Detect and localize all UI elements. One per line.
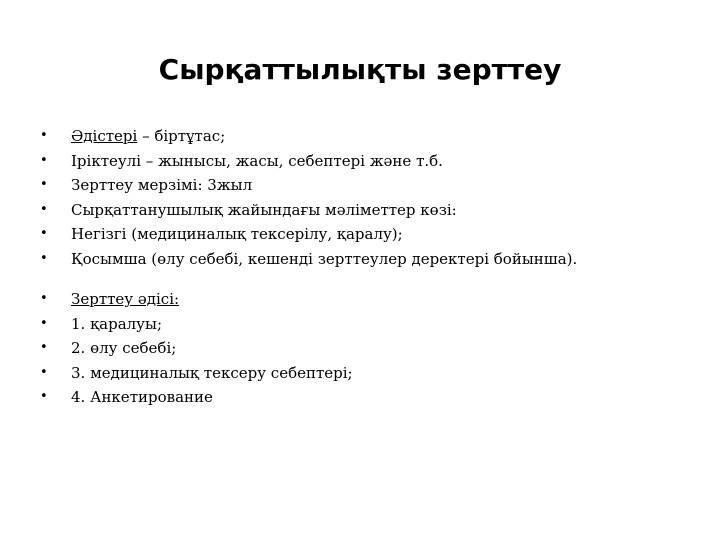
methods-label: Әдістері [71, 127, 138, 145]
bullet-icon: • [40, 177, 48, 192]
list-item [40, 385, 700, 410]
bullet-icon: • [40, 315, 48, 331]
list-item-text: Қосымша (өлу себебі, кешенді зерттеулер деректері бойынша). [71, 249, 578, 268]
list-item-text: 3. медициналық тексеру себептері; [71, 363, 353, 382]
bullet-icon: • [40, 340, 48, 355]
list-item [40, 336, 700, 361]
list-item-text: Іріктеулі – жынысы, жасы, себептері және т.б. [71, 151, 443, 170]
bullet-icon: • [40, 201, 48, 217]
list-item [40, 173, 700, 198]
list-item [40, 124, 700, 149]
list-item [40, 149, 700, 174]
list-item-text: 1. қаралуы; [71, 314, 163, 333]
bullet-icon: • [40, 128, 48, 143]
list-item [40, 312, 700, 337]
list-item-text: 2. өлу себебі; [71, 339, 177, 357]
list-item-text: Негізгі (медициналық тексерілу, қаралу); [71, 225, 403, 243]
bullet-icon: • [40, 152, 48, 168]
bullet-icon: • [40, 291, 48, 306]
bullet-icon: • [40, 389, 48, 404]
list-item-text: Сырқаттанушылық жайындағы мәліметтер көзі: [71, 200, 457, 219]
list-item-text: – біртұтас; [137, 127, 226, 145]
list-item [40, 222, 700, 247]
list-item-text: Зерттеу мерзімі: 3жыл [71, 176, 253, 194]
bullet-icon: • [40, 250, 48, 266]
list-item [40, 361, 700, 386]
list-item [40, 247, 700, 272]
list-item [40, 287, 700, 312]
bullet-list [40, 124, 700, 410]
list-item-text: 4. Анкетирование [71, 388, 213, 406]
bullet-icon: • [40, 226, 48, 241]
slide-title: Сырқаттылықты зерттеу [158, 53, 562, 86]
list-item [40, 198, 700, 223]
bullet-icon: • [40, 364, 48, 380]
method-label: Зерттеу әдісі: [71, 290, 180, 308]
